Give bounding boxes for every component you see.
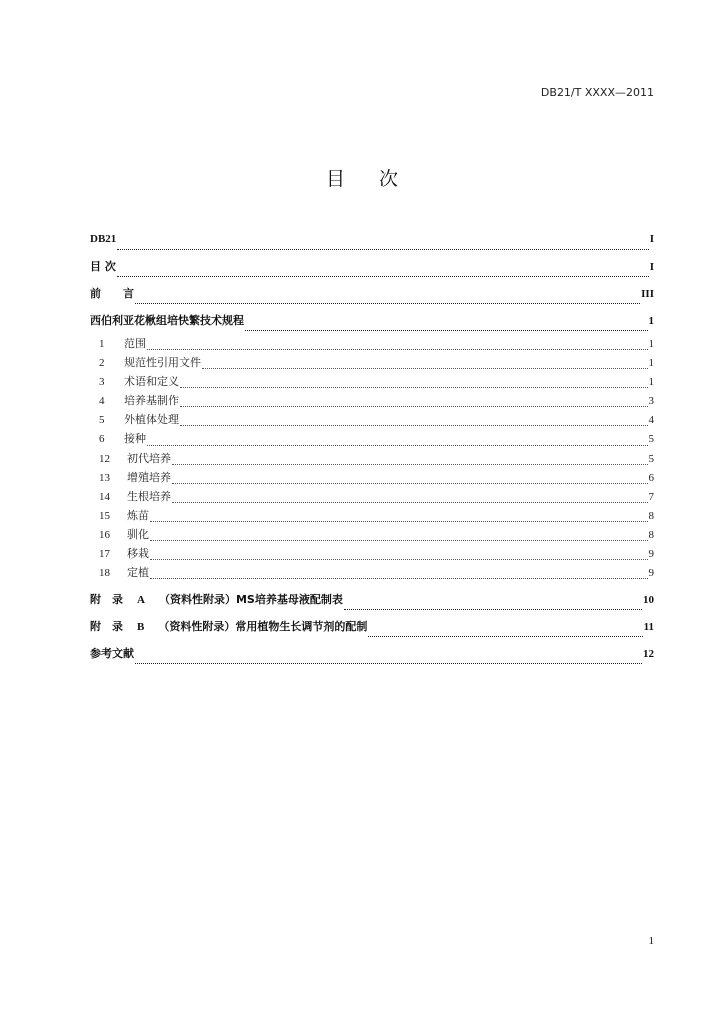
appendix-prefix: 附 录	[90, 593, 123, 607]
section-label: 初代培养	[127, 451, 171, 465]
toc-section-6[interactable]	[90, 429, 654, 448]
section-label: 炼苗	[127, 508, 149, 522]
appendix-label: （资料性附录）MS培养基母液配制表	[158, 593, 343, 607]
dot-leader	[150, 577, 648, 579]
dot-leader	[344, 608, 642, 610]
dot-leader	[147, 444, 648, 446]
dot-leader	[180, 386, 648, 388]
document-code: DB21/T XXXX—2011	[540, 86, 654, 99]
toc-entry-label: 目 次	[90, 260, 116, 273]
section-label: 术语和定义	[124, 375, 179, 389]
toc-section-17[interactable]	[90, 544, 654, 563]
dot-leader	[172, 482, 648, 484]
section-page: 5	[648, 452, 654, 465]
toc-entry-label: 前 言	[90, 287, 134, 300]
section-number: 5	[99, 414, 105, 427]
appendix-page: 11	[643, 621, 654, 634]
toc-entry-main-title[interactable]	[90, 307, 654, 334]
dot-leader	[147, 348, 648, 350]
toc-references[interactable]	[90, 640, 654, 667]
section-number: 4	[99, 395, 105, 408]
dot-leader	[172, 463, 648, 465]
references-page: 12	[643, 648, 654, 661]
dot-leader	[150, 539, 648, 541]
section-label: 范围	[124, 337, 146, 350]
appendix-page: 10	[643, 594, 654, 607]
dot-leader	[245, 329, 648, 331]
dot-leader	[117, 248, 648, 250]
section-page: 4	[648, 414, 654, 427]
section-label: 驯化	[127, 527, 149, 541]
section-page: 6	[648, 471, 654, 484]
dot-leader	[180, 424, 648, 426]
section-number: 1	[99, 338, 105, 350]
dot-leader	[150, 558, 648, 560]
toc-section-16[interactable]	[90, 525, 654, 544]
section-page: 8	[648, 509, 654, 522]
references-label: 参考文献	[90, 647, 134, 661]
toc-section-3[interactable]	[90, 372, 654, 391]
section-number: 15	[99, 509, 110, 522]
section-number: 14	[99, 490, 110, 503]
appendix-letter: A	[137, 594, 145, 607]
dot-leader	[180, 405, 648, 407]
section-label: 定植	[127, 566, 149, 580]
toc-section-1[interactable]	[90, 334, 654, 353]
dot-leader	[202, 367, 648, 369]
section-page: 1	[648, 376, 654, 389]
section-label: 外植体处理	[124, 413, 179, 427]
section-number: 13	[99, 471, 110, 484]
toc-entry-foreword[interactable]	[90, 280, 654, 307]
section-page: 9	[648, 567, 654, 580]
dot-leader	[117, 275, 649, 277]
section-page: 9	[648, 548, 654, 561]
table-of-contents	[90, 226, 654, 667]
toc-section-18[interactable]	[90, 563, 654, 582]
toc-section-4[interactable]	[90, 391, 654, 410]
section-label: 增殖培养	[127, 470, 171, 484]
section-number: 12	[99, 452, 110, 465]
toc-entry-page: 1	[648, 315, 654, 327]
section-page: 7	[648, 490, 654, 503]
section-page: 3	[648, 395, 654, 408]
section-number: 18	[99, 567, 110, 580]
toc-section-12[interactable]	[90, 449, 654, 468]
section-page: 1	[648, 357, 654, 370]
section-page: 1	[648, 338, 654, 350]
section-page: 5	[648, 433, 654, 446]
toc-section-2[interactable]	[90, 353, 654, 372]
toc-section-15[interactable]	[90, 506, 654, 525]
dot-leader	[368, 635, 642, 637]
toc-entry-label: 西伯利亚花楸组培快繁技术规程	[90, 314, 244, 327]
section-label: 生根培养	[127, 489, 171, 503]
toc-section-5[interactable]	[90, 410, 654, 429]
section-label: 规范性引用文件	[124, 356, 201, 370]
appendix-letter: B	[137, 621, 145, 634]
page-number: 1	[648, 935, 654, 947]
toc-section-14[interactable]	[90, 487, 654, 506]
toc-entry-contents[interactable]	[90, 253, 654, 280]
page-title: 目 次	[325, 168, 413, 190]
section-number: 17	[99, 548, 110, 561]
dot-leader	[135, 662, 642, 664]
section-page: 8	[648, 528, 654, 541]
dot-leader	[172, 501, 648, 503]
toc-entry-label: DB21	[90, 233, 117, 245]
section-number: 6	[99, 433, 105, 446]
section-label: 培养基制作	[124, 394, 179, 408]
toc-section-13[interactable]	[90, 468, 654, 487]
dot-leader	[135, 302, 640, 304]
dot-leader	[150, 520, 648, 522]
section-label: 接种	[124, 432, 146, 446]
section-label: 移栽	[127, 547, 149, 561]
toc-entry-page: III	[641, 288, 654, 300]
toc-entry-page: I	[649, 261, 654, 273]
toc-appendix-b[interactable]	[90, 613, 654, 640]
toc-appendix-a[interactable]	[90, 586, 654, 613]
section-number: 16	[99, 528, 110, 541]
toc-entry-db21[interactable]	[90, 226, 654, 253]
appendix-label: （资料性附录）常用植物生长调节剂的配制	[158, 620, 368, 634]
section-number: 2	[99, 357, 105, 370]
section-number: 3	[99, 376, 105, 389]
toc-entry-page: I	[649, 233, 654, 245]
appendix-prefix: 附 录	[90, 620, 123, 634]
